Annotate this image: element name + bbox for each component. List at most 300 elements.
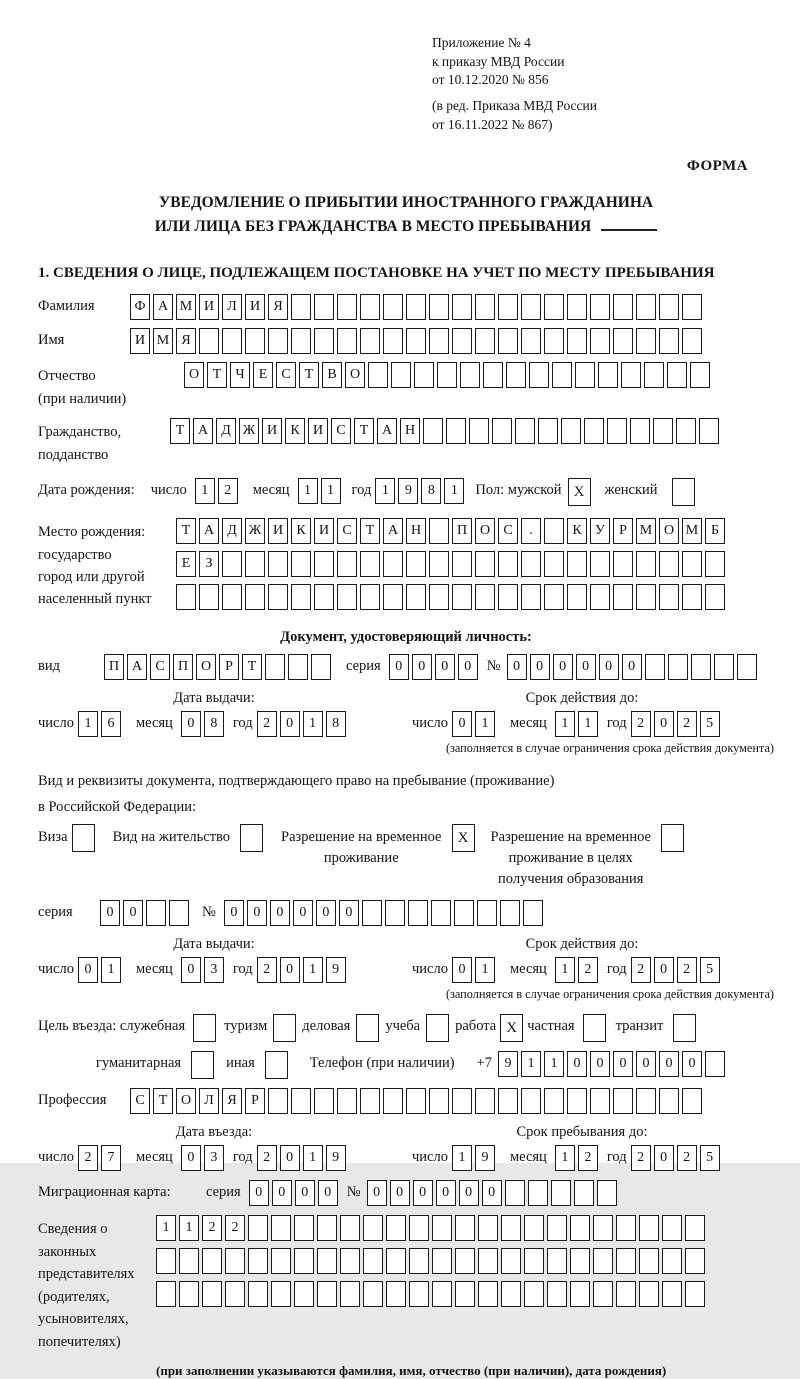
char-box[interactable] bbox=[360, 328, 380, 354]
char-box[interactable] bbox=[544, 551, 564, 577]
char-box[interactable] bbox=[271, 1281, 291, 1307]
char-box[interactable] bbox=[737, 654, 757, 680]
char-box[interactable] bbox=[432, 1215, 452, 1241]
char-box[interactable] bbox=[408, 900, 428, 926]
char-box[interactable] bbox=[475, 1088, 495, 1114]
char-box[interactable] bbox=[475, 294, 495, 320]
char-box[interactable] bbox=[547, 1281, 567, 1307]
char-box[interactable]: 0 bbox=[249, 1180, 269, 1206]
char-box[interactable]: 1 bbox=[303, 1145, 323, 1171]
char-box[interactable] bbox=[616, 1248, 636, 1274]
purpose-private-checkbox[interactable] bbox=[583, 1014, 606, 1042]
char-box[interactable] bbox=[314, 584, 334, 610]
char-box[interactable]: 2 bbox=[578, 1145, 598, 1171]
char-box[interactable]: 0 bbox=[576, 654, 596, 680]
char-box[interactable] bbox=[291, 1088, 311, 1114]
char-box[interactable]: П bbox=[452, 518, 472, 544]
char-box[interactable] bbox=[547, 1248, 567, 1274]
char-box[interactable]: А bbox=[383, 518, 403, 544]
char-box[interactable]: 0 bbox=[100, 900, 120, 926]
char-box[interactable] bbox=[429, 551, 449, 577]
char-box[interactable]: 8 bbox=[421, 478, 441, 504]
char-box[interactable] bbox=[314, 1088, 334, 1114]
char-box[interactable] bbox=[544, 1088, 564, 1114]
char-box[interactable] bbox=[460, 362, 480, 388]
char-box[interactable]: 1 bbox=[179, 1215, 199, 1241]
char-box[interactable] bbox=[363, 1248, 383, 1274]
char-box[interactable] bbox=[429, 518, 449, 544]
char-box[interactable]: П bbox=[104, 654, 124, 680]
char-box[interactable] bbox=[429, 584, 449, 610]
char-box[interactable] bbox=[202, 1281, 222, 1307]
char-box[interactable]: И bbox=[199, 294, 219, 320]
char-box[interactable]: 0 bbox=[599, 654, 619, 680]
char-box[interactable]: 1 bbox=[298, 478, 318, 504]
char-box[interactable]: 0 bbox=[636, 1051, 656, 1077]
char-box[interactable]: Ж bbox=[245, 518, 265, 544]
char-box[interactable] bbox=[385, 900, 405, 926]
char-box[interactable] bbox=[156, 1281, 176, 1307]
char-box[interactable]: Д bbox=[222, 518, 242, 544]
char-box[interactable]: Н bbox=[406, 518, 426, 544]
char-box[interactable]: П bbox=[173, 654, 193, 680]
char-box[interactable]: 3 bbox=[204, 1145, 224, 1171]
char-box[interactable]: 0 bbox=[270, 900, 290, 926]
char-box[interactable] bbox=[452, 1088, 472, 1114]
char-box[interactable]: О bbox=[184, 362, 204, 388]
char-box[interactable]: 2 bbox=[257, 1145, 277, 1171]
char-box[interactable]: 8 bbox=[326, 711, 346, 737]
char-box[interactable] bbox=[225, 1248, 245, 1274]
char-box[interactable]: Ж bbox=[239, 418, 259, 444]
char-box[interactable]: 0 bbox=[458, 654, 478, 680]
char-box[interactable] bbox=[429, 328, 449, 354]
char-box[interactable] bbox=[432, 1281, 452, 1307]
char-box[interactable]: 1 bbox=[444, 478, 464, 504]
char-box[interactable] bbox=[590, 584, 610, 610]
char-box[interactable] bbox=[386, 1248, 406, 1274]
char-box[interactable]: 6 bbox=[101, 711, 121, 737]
char-box[interactable] bbox=[544, 584, 564, 610]
char-box[interactable]: О bbox=[345, 362, 365, 388]
char-box[interactable] bbox=[409, 1281, 429, 1307]
char-box[interactable] bbox=[630, 418, 650, 444]
char-box[interactable] bbox=[505, 1180, 525, 1206]
char-box[interactable]: 1 bbox=[521, 1051, 541, 1077]
char-box[interactable] bbox=[616, 1215, 636, 1241]
char-box[interactable]: И bbox=[314, 518, 334, 544]
char-box[interactable]: Н bbox=[400, 418, 420, 444]
char-box[interactable]: И bbox=[268, 518, 288, 544]
char-box[interactable]: 0 bbox=[123, 900, 143, 926]
char-box[interactable] bbox=[653, 418, 673, 444]
char-box[interactable] bbox=[682, 1088, 702, 1114]
char-box[interactable] bbox=[544, 518, 564, 544]
char-box[interactable] bbox=[363, 1281, 383, 1307]
char-box[interactable] bbox=[676, 418, 696, 444]
char-box[interactable]: К bbox=[285, 418, 305, 444]
char-box[interactable] bbox=[538, 418, 558, 444]
char-box[interactable] bbox=[636, 584, 656, 610]
sex-male-checkbox[interactable]: X bbox=[568, 478, 591, 506]
char-box[interactable]: 0 bbox=[613, 1051, 633, 1077]
char-box[interactable] bbox=[475, 551, 495, 577]
char-box[interactable] bbox=[340, 1215, 360, 1241]
char-box[interactable]: Т bbox=[170, 418, 190, 444]
char-box[interactable] bbox=[570, 1281, 590, 1307]
char-box[interactable]: 0 bbox=[682, 1051, 702, 1077]
char-box[interactable] bbox=[314, 294, 334, 320]
char-box[interactable]: 1 bbox=[452, 1145, 472, 1171]
char-box[interactable] bbox=[662, 1215, 682, 1241]
char-box[interactable]: С bbox=[276, 362, 296, 388]
char-box[interactable] bbox=[524, 1215, 544, 1241]
char-box[interactable] bbox=[521, 294, 541, 320]
char-box[interactable] bbox=[567, 294, 587, 320]
char-box[interactable] bbox=[659, 1088, 679, 1114]
char-box[interactable] bbox=[613, 1088, 633, 1114]
char-box[interactable]: 0 bbox=[654, 957, 674, 983]
char-box[interactable] bbox=[668, 654, 688, 680]
char-box[interactable] bbox=[590, 1088, 610, 1114]
char-box[interactable] bbox=[146, 900, 166, 926]
char-box[interactable] bbox=[529, 362, 549, 388]
char-box[interactable] bbox=[613, 328, 633, 354]
char-box[interactable]: 1 bbox=[555, 957, 575, 983]
char-box[interactable] bbox=[659, 294, 679, 320]
char-box[interactable] bbox=[570, 1215, 590, 1241]
purpose-humanitarian-checkbox[interactable] bbox=[191, 1051, 214, 1079]
char-box[interactable] bbox=[475, 584, 495, 610]
char-box[interactable]: 0 bbox=[295, 1180, 315, 1206]
char-box[interactable] bbox=[478, 1215, 498, 1241]
char-box[interactable]: 1 bbox=[321, 478, 341, 504]
char-box[interactable]: 0 bbox=[459, 1180, 479, 1206]
char-box[interactable] bbox=[685, 1215, 705, 1241]
char-box[interactable]: 2 bbox=[631, 957, 651, 983]
char-box[interactable]: 1 bbox=[544, 1051, 564, 1077]
char-box[interactable]: Я bbox=[222, 1088, 242, 1114]
char-box[interactable]: 9 bbox=[326, 957, 346, 983]
char-box[interactable]: 1 bbox=[78, 711, 98, 737]
char-box[interactable] bbox=[437, 362, 457, 388]
char-box[interactable] bbox=[455, 1215, 475, 1241]
char-box[interactable] bbox=[613, 294, 633, 320]
char-box[interactable] bbox=[590, 294, 610, 320]
char-box[interactable]: И bbox=[262, 418, 282, 444]
char-box[interactable] bbox=[446, 418, 466, 444]
purpose-transit-checkbox[interactable] bbox=[673, 1014, 696, 1042]
char-box[interactable] bbox=[271, 1248, 291, 1274]
char-box[interactable] bbox=[337, 328, 357, 354]
char-box[interactable] bbox=[311, 654, 331, 680]
char-box[interactable] bbox=[690, 362, 710, 388]
temp-residence-checkbox[interactable]: X bbox=[452, 824, 475, 852]
char-box[interactable] bbox=[501, 1215, 521, 1241]
char-box[interactable] bbox=[291, 551, 311, 577]
char-box[interactable]: 0 bbox=[507, 654, 527, 680]
purpose-work-checkbox[interactable]: X bbox=[500, 1014, 523, 1042]
char-box[interactable]: Д bbox=[216, 418, 236, 444]
char-box[interactable] bbox=[469, 418, 489, 444]
char-box[interactable]: 0 bbox=[367, 1180, 387, 1206]
char-box[interactable] bbox=[607, 418, 627, 444]
char-box[interactable]: Я bbox=[268, 294, 288, 320]
char-box[interactable] bbox=[383, 584, 403, 610]
char-box[interactable] bbox=[248, 1248, 268, 1274]
char-box[interactable] bbox=[524, 1281, 544, 1307]
char-box[interactable]: С bbox=[337, 518, 357, 544]
char-box[interactable]: 2 bbox=[631, 1145, 651, 1171]
char-box[interactable]: 0 bbox=[530, 654, 550, 680]
char-box[interactable] bbox=[245, 584, 265, 610]
char-box[interactable] bbox=[475, 328, 495, 354]
char-box[interactable]: А bbox=[127, 654, 147, 680]
char-box[interactable] bbox=[593, 1215, 613, 1241]
char-box[interactable] bbox=[337, 1088, 357, 1114]
char-box[interactable] bbox=[645, 654, 665, 680]
char-box[interactable] bbox=[406, 551, 426, 577]
char-box[interactable]: Т bbox=[360, 518, 380, 544]
char-box[interactable]: 2 bbox=[578, 957, 598, 983]
char-box[interactable]: 0 bbox=[224, 900, 244, 926]
char-box[interactable] bbox=[659, 551, 679, 577]
char-box[interactable] bbox=[567, 1088, 587, 1114]
char-box[interactable]: М bbox=[176, 294, 196, 320]
char-box[interactable]: 2 bbox=[218, 478, 238, 504]
char-box[interactable]: 2 bbox=[257, 957, 277, 983]
char-box[interactable]: 8 bbox=[204, 711, 224, 737]
char-box[interactable] bbox=[613, 584, 633, 610]
char-box[interactable]: О bbox=[196, 654, 216, 680]
char-box[interactable]: Т bbox=[207, 362, 227, 388]
char-box[interactable]: 0 bbox=[280, 1145, 300, 1171]
char-box[interactable]: 0 bbox=[436, 1180, 456, 1206]
char-box[interactable]: 2 bbox=[78, 1145, 98, 1171]
char-box[interactable] bbox=[383, 551, 403, 577]
char-box[interactable] bbox=[340, 1281, 360, 1307]
char-box[interactable] bbox=[621, 362, 641, 388]
char-box[interactable]: А bbox=[199, 518, 219, 544]
char-box[interactable] bbox=[222, 328, 242, 354]
char-box[interactable]: Ч bbox=[230, 362, 250, 388]
char-box[interactable]: Р bbox=[613, 518, 633, 544]
char-box[interactable] bbox=[616, 1281, 636, 1307]
char-box[interactable]: 2 bbox=[631, 711, 651, 737]
char-box[interactable]: 9 bbox=[498, 1051, 518, 1077]
char-box[interactable] bbox=[268, 584, 288, 610]
char-box[interactable] bbox=[199, 328, 219, 354]
char-box[interactable]: 2 bbox=[677, 711, 697, 737]
char-box[interactable] bbox=[682, 328, 702, 354]
char-box[interactable] bbox=[423, 418, 443, 444]
char-box[interactable]: 0 bbox=[553, 654, 573, 680]
char-box[interactable] bbox=[222, 551, 242, 577]
char-box[interactable] bbox=[429, 1088, 449, 1114]
char-box[interactable] bbox=[699, 418, 719, 444]
char-box[interactable] bbox=[455, 1248, 475, 1274]
char-box[interactable]: Т bbox=[299, 362, 319, 388]
char-box[interactable]: 0 bbox=[181, 1145, 201, 1171]
char-box[interactable]: 1 bbox=[195, 478, 215, 504]
char-box[interactable] bbox=[452, 584, 472, 610]
char-box[interactable]: 5 bbox=[700, 711, 720, 737]
char-box[interactable] bbox=[414, 362, 434, 388]
char-box[interactable]: 9 bbox=[475, 1145, 495, 1171]
char-box[interactable] bbox=[492, 418, 512, 444]
char-box[interactable] bbox=[598, 362, 618, 388]
char-box[interactable] bbox=[705, 551, 725, 577]
char-box[interactable]: 9 bbox=[398, 478, 418, 504]
residence-permit-checkbox[interactable] bbox=[240, 824, 263, 852]
char-box[interactable] bbox=[685, 1281, 705, 1307]
char-box[interactable]: Т bbox=[354, 418, 374, 444]
char-box[interactable] bbox=[590, 551, 610, 577]
purpose-tourism-checkbox[interactable] bbox=[273, 1014, 296, 1042]
char-box[interactable] bbox=[478, 1248, 498, 1274]
char-box[interactable] bbox=[383, 328, 403, 354]
char-box[interactable] bbox=[291, 328, 311, 354]
char-box[interactable]: Ф bbox=[130, 294, 150, 320]
char-box[interactable] bbox=[667, 362, 687, 388]
char-box[interactable]: 1 bbox=[475, 957, 495, 983]
char-box[interactable] bbox=[179, 1281, 199, 1307]
char-box[interactable] bbox=[659, 584, 679, 610]
char-box[interactable] bbox=[406, 584, 426, 610]
char-box[interactable]: М bbox=[153, 328, 173, 354]
visa-checkbox[interactable] bbox=[72, 824, 95, 852]
char-box[interactable] bbox=[406, 1088, 426, 1114]
char-box[interactable] bbox=[452, 294, 472, 320]
char-box[interactable] bbox=[452, 551, 472, 577]
char-box[interactable] bbox=[567, 328, 587, 354]
char-box[interactable]: 0 bbox=[412, 654, 432, 680]
char-box[interactable] bbox=[567, 584, 587, 610]
char-box[interactable]: М bbox=[682, 518, 702, 544]
char-box[interactable] bbox=[593, 1281, 613, 1307]
char-box[interactable] bbox=[317, 1215, 337, 1241]
char-box[interactable] bbox=[501, 1248, 521, 1274]
char-box[interactable]: З bbox=[199, 551, 219, 577]
char-box[interactable]: Р bbox=[219, 654, 239, 680]
char-box[interactable]: Л bbox=[222, 294, 242, 320]
char-box[interactable] bbox=[265, 654, 285, 680]
char-box[interactable] bbox=[248, 1215, 268, 1241]
char-box[interactable] bbox=[478, 1281, 498, 1307]
char-box[interactable] bbox=[368, 362, 388, 388]
char-box[interactable] bbox=[682, 551, 702, 577]
char-box[interactable] bbox=[567, 551, 587, 577]
char-box[interactable] bbox=[409, 1248, 429, 1274]
char-box[interactable] bbox=[360, 584, 380, 610]
char-box[interactable] bbox=[515, 418, 535, 444]
char-box[interactable]: 2 bbox=[677, 1145, 697, 1171]
char-box[interactable]: 0 bbox=[181, 711, 201, 737]
char-box[interactable] bbox=[245, 328, 265, 354]
purpose-official-checkbox[interactable] bbox=[193, 1014, 216, 1042]
char-box[interactable] bbox=[636, 294, 656, 320]
char-box[interactable]: 1 bbox=[578, 711, 598, 737]
char-box[interactable]: С bbox=[130, 1088, 150, 1114]
char-box[interactable]: 0 bbox=[482, 1180, 502, 1206]
char-box[interactable]: 0 bbox=[247, 900, 267, 926]
char-box[interactable] bbox=[691, 654, 711, 680]
char-box[interactable]: 2 bbox=[202, 1215, 222, 1241]
char-box[interactable]: 0 bbox=[654, 1145, 674, 1171]
char-box[interactable] bbox=[501, 1281, 521, 1307]
char-box[interactable]: 0 bbox=[390, 1180, 410, 1206]
purpose-other-checkbox[interactable] bbox=[265, 1051, 288, 1079]
char-box[interactable] bbox=[288, 654, 308, 680]
char-box[interactable] bbox=[383, 294, 403, 320]
char-box[interactable] bbox=[636, 551, 656, 577]
char-box[interactable]: Т bbox=[242, 654, 262, 680]
char-box[interactable] bbox=[613, 551, 633, 577]
char-box[interactable]: 0 bbox=[280, 957, 300, 983]
char-box[interactable] bbox=[386, 1281, 406, 1307]
char-box[interactable]: 2 bbox=[225, 1215, 245, 1241]
char-box[interactable]: 0 bbox=[435, 654, 455, 680]
char-box[interactable] bbox=[561, 418, 581, 444]
char-box[interactable]: Е bbox=[253, 362, 273, 388]
char-box[interactable] bbox=[179, 1248, 199, 1274]
char-box[interactable] bbox=[570, 1248, 590, 1274]
char-box[interactable] bbox=[590, 328, 610, 354]
char-box[interactable] bbox=[268, 1088, 288, 1114]
char-box[interactable] bbox=[575, 362, 595, 388]
char-box[interactable] bbox=[360, 551, 380, 577]
char-box[interactable]: 1 bbox=[555, 1145, 575, 1171]
char-box[interactable]: 2 bbox=[677, 957, 697, 983]
char-box[interactable]: 5 bbox=[700, 1145, 720, 1171]
char-box[interactable] bbox=[432, 1248, 452, 1274]
char-box[interactable] bbox=[314, 551, 334, 577]
char-box[interactable] bbox=[156, 1248, 176, 1274]
char-box[interactable]: С bbox=[331, 418, 351, 444]
char-box[interactable] bbox=[429, 294, 449, 320]
purpose-business-checkbox[interactable] bbox=[356, 1014, 379, 1042]
char-box[interactable] bbox=[362, 900, 382, 926]
char-box[interactable] bbox=[454, 900, 474, 926]
char-box[interactable] bbox=[406, 328, 426, 354]
char-box[interactable]: 2 bbox=[257, 711, 277, 737]
char-box[interactable]: М bbox=[636, 518, 656, 544]
char-box[interactable]: 0 bbox=[622, 654, 642, 680]
char-box[interactable] bbox=[202, 1248, 222, 1274]
char-box[interactable] bbox=[245, 551, 265, 577]
char-box[interactable] bbox=[363, 1215, 383, 1241]
char-box[interactable] bbox=[498, 294, 518, 320]
char-box[interactable]: Б bbox=[705, 518, 725, 544]
char-box[interactable] bbox=[294, 1248, 314, 1274]
char-box[interactable] bbox=[659, 328, 679, 354]
char-box[interactable]: Л bbox=[199, 1088, 219, 1114]
char-box[interactable]: 1 bbox=[101, 957, 121, 983]
char-box[interactable] bbox=[291, 294, 311, 320]
char-box[interactable]: 1 bbox=[555, 711, 575, 737]
char-box[interactable] bbox=[431, 900, 451, 926]
char-box[interactable]: 0 bbox=[339, 900, 359, 926]
sex-female-checkbox[interactable] bbox=[672, 478, 695, 506]
char-box[interactable]: 0 bbox=[413, 1180, 433, 1206]
char-box[interactable]: 0 bbox=[316, 900, 336, 926]
char-box[interactable] bbox=[528, 1180, 548, 1206]
char-box[interactable]: 0 bbox=[654, 711, 674, 737]
char-box[interactable] bbox=[294, 1215, 314, 1241]
char-box[interactable] bbox=[317, 1281, 337, 1307]
temp-residence-edu-checkbox[interactable] bbox=[661, 824, 684, 852]
char-box[interactable] bbox=[477, 900, 497, 926]
